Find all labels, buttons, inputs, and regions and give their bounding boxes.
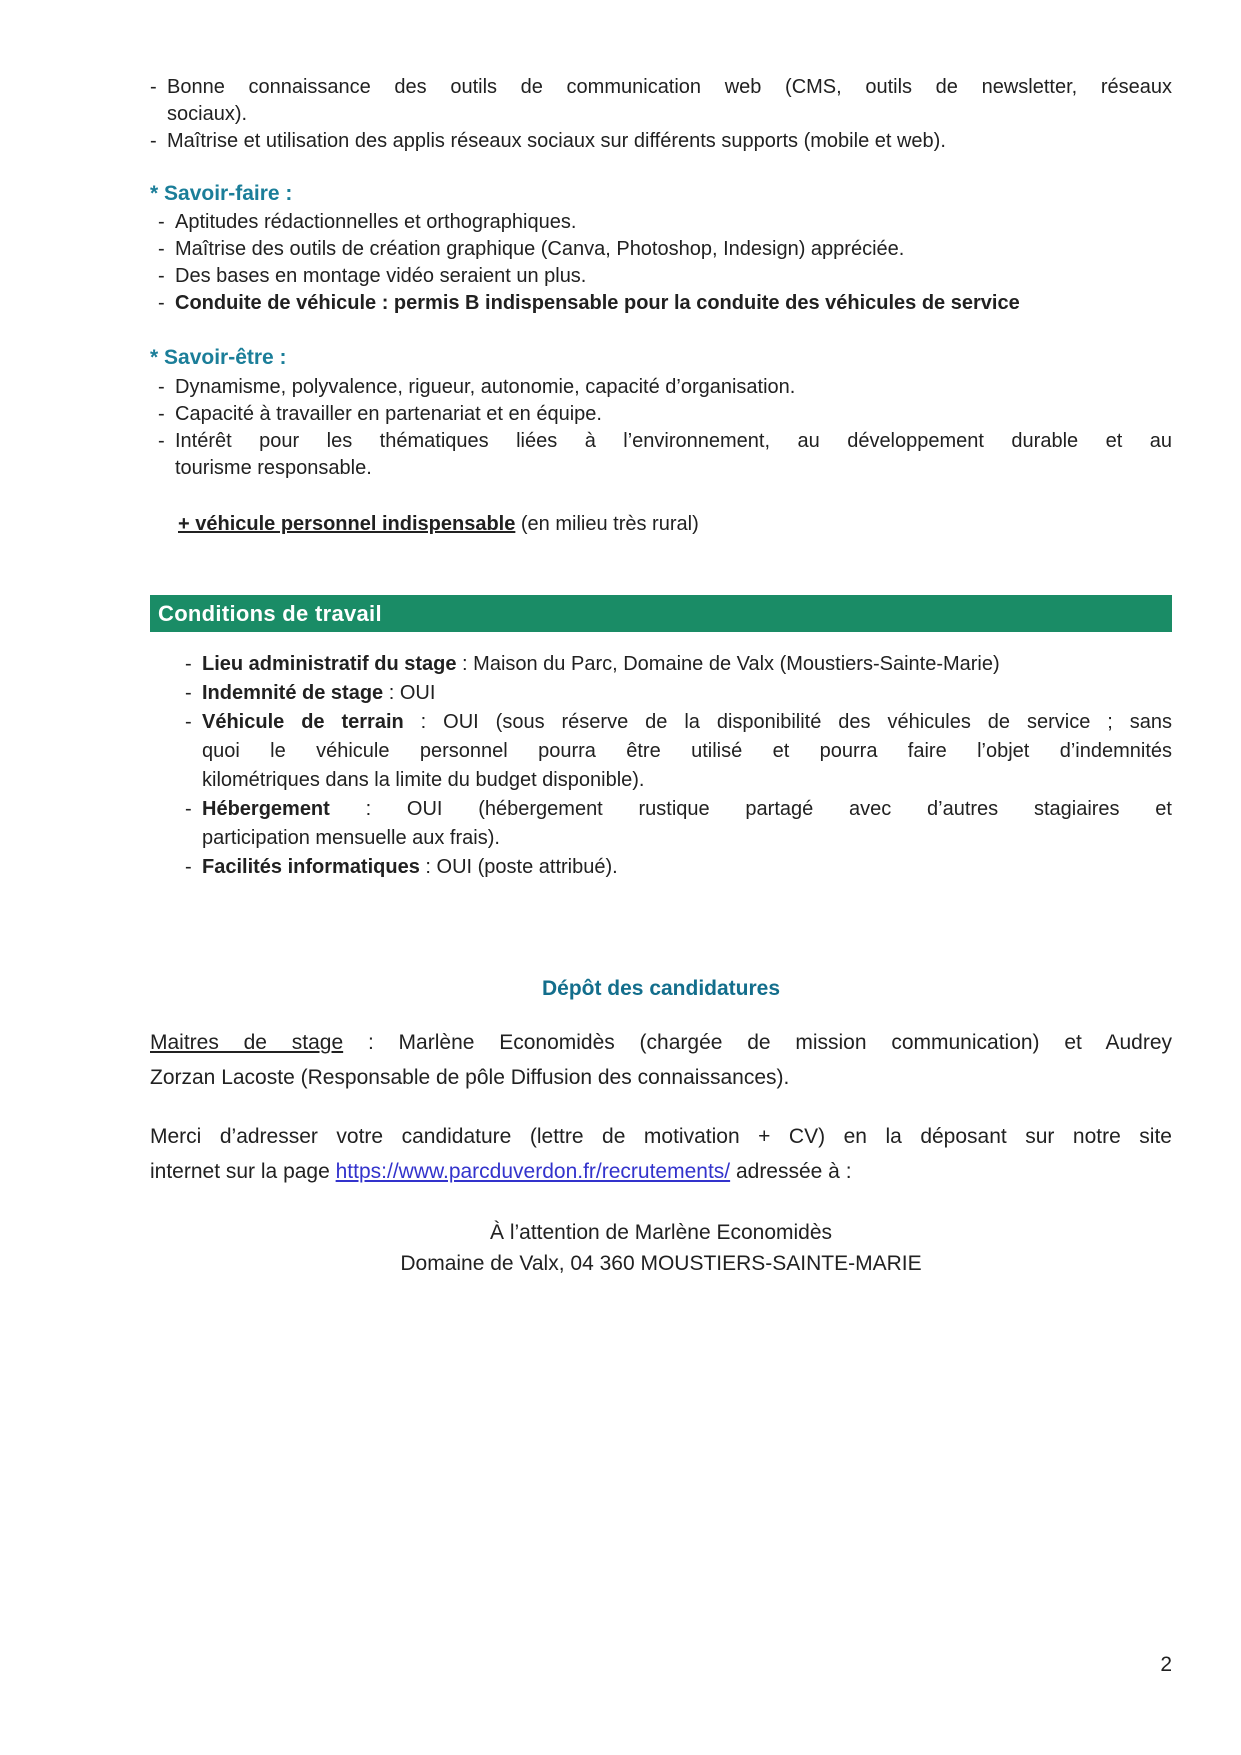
condition-label: Lieu administratif du stage [202, 653, 457, 675]
page-number: 2 [1160, 1653, 1172, 1676]
address-line: À l’attention de Marlène Economidès [489, 1221, 833, 1244]
list-item [158, 236, 1172, 263]
bullet-dash: - [185, 798, 192, 820]
bullet-dash: - [185, 682, 192, 704]
condition-label: Véhicule de terrain [202, 711, 404, 733]
list-item [158, 263, 1172, 290]
bullet-dash: - [158, 376, 165, 398]
savoir-faire-heading: * Savoir-faire : [150, 182, 293, 205]
bullet-text: Maîtrise des outils de création graphique (Canva, Photoshop, Indesign) appréciée. [175, 238, 905, 260]
bullet-text: Conduite de véhicule : permis B indispensable pour la conduite des véhicules de service [175, 292, 1020, 314]
bullet-dash: - [158, 238, 165, 260]
bullet-dash: - [150, 130, 157, 152]
bullet-dash: - [158, 430, 165, 452]
list-item [150, 853, 1172, 882]
bullet-text: sociaux). [167, 103, 248, 125]
savoir-etre-list [150, 374, 1172, 482]
address-line: Domaine de Valx, 04 360 MOUSTIERS-SAINTE-MARIE [400, 1252, 922, 1275]
bullet-dash: - [150, 76, 157, 98]
list-item [158, 401, 1172, 428]
bullet-text: Maîtrise et utilisation des applis réseaux sociaux sur différents supports (mobile et web). [167, 130, 946, 152]
list-item [150, 128, 1172, 155]
bullet-text: Bonne connaissance des outils de communication web (CMS, outils de newsletter, réseaux [167, 76, 1172, 98]
depot-heading: Dépôt des candidatures [541, 977, 781, 1000]
list-item [150, 795, 1172, 853]
merci-text: internet sur la page [150, 1160, 336, 1183]
list-item [158, 290, 1172, 317]
bullet-text: Des bases en montage vidéo seraient un plus. [175, 265, 587, 287]
recruitment-link[interactable]: https://www.parcduverdon.fr/recrutements/ [335, 1160, 731, 1183]
list-item [158, 428, 1172, 482]
bullet-dash: - [158, 292, 165, 314]
maitres-text: Zorzan Lacoste (Responsable de pôle Diffusion des connaissances). [150, 1066, 790, 1089]
maitres-paragraph [150, 1025, 1172, 1095]
condition-value: : OUI [383, 682, 436, 704]
list-item [150, 679, 1172, 708]
bullet-text: tourisme responsable. [175, 457, 372, 479]
condition-value: quoi le véhicule personnel pourra être utilisé et pourra faire l’objet d’indemnités [202, 740, 1172, 762]
condition-value: : OUI (poste attribué). [419, 856, 618, 878]
condition-value: : OUI (sous réserve de la disponibilité des véhicules de service ; sans [403, 711, 1172, 733]
condition-value: kilométriques dans la limite du budget disponible). [202, 769, 645, 791]
condition-label: Indemnité de stage [202, 682, 384, 704]
bullet-dash: - [158, 403, 165, 425]
address-block [150, 1217, 1172, 1279]
bullet-dash: - [185, 856, 192, 878]
merci-text: Merci d’adresser votre candidature (lettre de motivation + CV) en la déposant sur notre site [150, 1125, 1172, 1148]
savoir-faire-list [150, 209, 1172, 317]
bullet-dash: - [158, 265, 165, 287]
bullet-text: Capacité à travailler en partenariat et en équipe. [175, 403, 602, 425]
savoir-etre-heading: * Savoir-être : [150, 346, 287, 369]
conditions-banner: Conditions de travail [150, 595, 1172, 632]
maitres-label: Maitres de stage [150, 1031, 344, 1054]
merci-text: adressée à : [730, 1160, 852, 1183]
condition-label: Hébergement [202, 798, 330, 820]
list-item [150, 650, 1172, 679]
list-item [150, 708, 1172, 795]
condition-label: Facilités informatiques [202, 856, 420, 878]
condition-value: : OUI (hébergement rustique partagé avec d’autres stagiaires et [329, 798, 1172, 820]
condition-value: participation mensuelle aux frais). [202, 827, 500, 849]
web-skills-list [150, 74, 1172, 155]
condition-value: : Maison du Parc, Domaine de Valx (Moustiers-Sainte-Marie) [456, 653, 1000, 675]
bullet-text: Intérêt pour les thématiques liées à l’environnement, au développement durable et au [175, 430, 1172, 452]
vehicle-note-rest: (en milieu très rural) [515, 513, 699, 535]
bullet-text: Dynamisme, polyvalence, rigueur, autonomie, capacité d’organisation. [175, 376, 796, 398]
bullet-text: Aptitudes rédactionnelles et orthographiques. [175, 211, 577, 233]
bullet-dash: - [185, 711, 192, 733]
bullet-dash: - [185, 653, 192, 675]
vehicle-note-bold: + véhicule personnel indispensable [178, 513, 516, 535]
merci-paragraph [150, 1119, 1172, 1189]
list-item [150, 74, 1172, 128]
bullet-dash: - [158, 211, 165, 233]
list-item [158, 209, 1172, 236]
conditions-list [150, 650, 1172, 882]
list-item [158, 374, 1172, 401]
maitres-text: : Marlène Economidès (chargée de mission communication) et Audrey [343, 1031, 1173, 1054]
vehicle-note [150, 511, 1200, 538]
